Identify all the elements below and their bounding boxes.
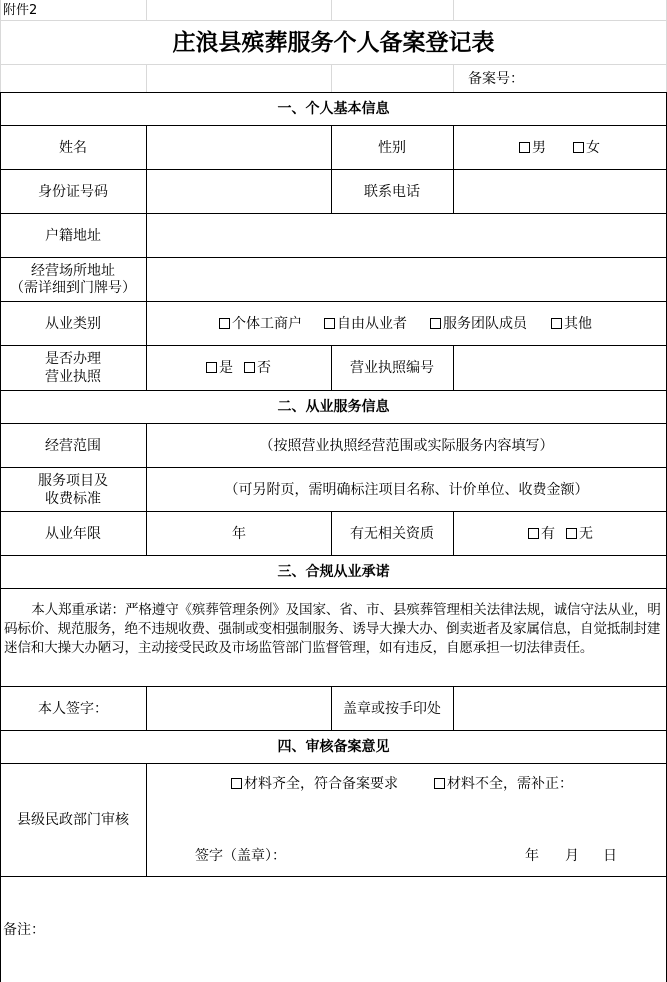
row-divider — [0, 125, 667, 126]
checkbox[interactable] — [566, 528, 577, 539]
gender-label: 性别 — [378, 140, 406, 156]
license-no-label: 营业执照编号 — [350, 360, 434, 376]
row-divider — [0, 301, 667, 302]
gridline — [453, 64, 454, 92]
qualification-option-no[interactable]: 无 — [566, 525, 593, 543]
section-heading-service-info: 二、从业服务信息 — [277, 399, 390, 415]
gender-option-male[interactable]: 男 — [519, 139, 546, 157]
license-label-2: 营业执照 — [45, 369, 101, 385]
date-day: 日 — [603, 848, 617, 864]
review-option-complete[interactable]: 材料齐全，符合备案要求 — [231, 775, 398, 793]
household-address-field[interactable] — [147, 214, 666, 257]
name-field[interactable] — [147, 126, 331, 169]
phone-field[interactable] — [454, 170, 666, 213]
row-divider — [0, 511, 667, 512]
business-address-note: （需详细到门牌号） — [10, 280, 136, 296]
gridline — [146, 64, 147, 92]
household-address-label: 户籍地址 — [45, 228, 101, 244]
record-no-label: 备案号： — [468, 71, 524, 87]
date-month: 月 — [565, 848, 579, 864]
id-number-label: 身份证号码 — [38, 184, 108, 200]
id-number-field[interactable] — [147, 170, 331, 213]
gridline — [453, 0, 454, 20]
name-label: 姓名 — [59, 140, 87, 156]
col-divider — [453, 511, 454, 555]
review-option-incomplete[interactable]: 材料不全，需补正： — [434, 775, 573, 793]
attachment-label: 附件2 — [3, 3, 38, 18]
service-items-label-2: 收费标准 — [45, 491, 101, 507]
checkbox[interactable] — [219, 318, 230, 329]
remarks-field[interactable] — [50, 877, 666, 981]
checkbox[interactable] — [551, 318, 562, 329]
checkbox[interactable] — [244, 362, 255, 373]
date-year: 年 — [525, 848, 539, 864]
gender-option-female[interactable]: 女 — [573, 139, 600, 157]
years-unit: 年 — [232, 526, 246, 542]
scope-hint: （按照营业执照经营范围或实际服务内容填写） — [259, 438, 554, 454]
row-divider — [0, 423, 667, 424]
checkbox[interactable] — [519, 142, 530, 153]
seal-field[interactable] — [454, 687, 666, 730]
form-title: 庄浪县殡葬服务个人备案登记表 — [172, 29, 495, 56]
row-divider — [0, 763, 667, 764]
gridline — [0, 64, 667, 65]
years-label: 从业年限 — [45, 526, 101, 542]
service-items-label: 服务项目及 — [38, 473, 108, 489]
gridline — [331, 64, 332, 92]
remarks-label: 备注： — [3, 922, 45, 938]
business-address-label: 经营场所地址 — [31, 263, 115, 279]
checkbox[interactable] — [528, 528, 539, 539]
license-option-no[interactable]: 否 — [244, 359, 271, 377]
gridline — [0, 20, 667, 21]
col-divider — [146, 763, 147, 876]
license-label: 是否办理 — [45, 351, 101, 367]
category-option-team-member[interactable]: 服务团队成员 — [430, 315, 527, 333]
row-divider — [0, 588, 667, 589]
pledge-text: 本人郑重承诺：严格遵守《殡葬管理条例》及国家、省、市、县殡葬管理相关法律法规，诚信守法从业，明码标价、规范服务，绝不违规收费、强制或变相强制服务、诱导大操大办、倒卖逝者及家属信息，自觉抵制封建迷信和大操大办陋习，主动接受民政及市场监管部门监督管理，如有违反，自愿承担一切法律责任。 — [4, 602, 661, 656]
review-label: 县级民政部门审核 — [17, 812, 129, 828]
qualification-label: 有无相关资质 — [350, 526, 434, 542]
checkbox[interactable] — [206, 362, 217, 373]
row-divider — [0, 555, 667, 556]
category-option-other[interactable]: 其他 — [551, 315, 592, 333]
signature-label: 本人签字： — [38, 701, 108, 717]
service-items-hint: （可另附页，需明确标注项目名称、计价单位、收费金额） — [224, 482, 589, 498]
checkbox[interactable] — [434, 778, 445, 789]
business-address-field[interactable] — [147, 258, 666, 301]
scope-label: 经营范围 — [45, 438, 101, 454]
category-option-freelancer[interactable]: 自由从业者 — [324, 315, 407, 333]
section-heading-basic-info: 一、个人基本信息 — [277, 101, 390, 117]
checkbox[interactable] — [430, 318, 441, 329]
gridline — [146, 0, 147, 20]
signature-field[interactable] — [147, 687, 331, 730]
license-no-field[interactable] — [454, 346, 666, 390]
qualification-option-yes[interactable]: 有 — [528, 525, 555, 543]
category-option-individual[interactable]: 个体工商户 — [219, 315, 302, 333]
phone-label: 联系电话 — [364, 184, 420, 200]
checkbox[interactable] — [231, 778, 242, 789]
row-divider — [0, 390, 667, 391]
gridline — [331, 0, 332, 20]
section-heading-compliance: 三、合规从业承诺 — [277, 564, 390, 580]
checkbox[interactable] — [573, 142, 584, 153]
sign-seal-label: 签字（盖章）： — [195, 848, 286, 864]
category-label: 从业类别 — [45, 316, 101, 332]
row-divider — [0, 730, 667, 731]
license-option-yes[interactable]: 是 — [206, 359, 233, 377]
row-divider — [0, 467, 667, 468]
seal-label: 盖章或按手印处 — [343, 701, 441, 717]
checkbox[interactable] — [324, 318, 335, 329]
section-heading-review: 四、审核备案意见 — [277, 739, 390, 755]
